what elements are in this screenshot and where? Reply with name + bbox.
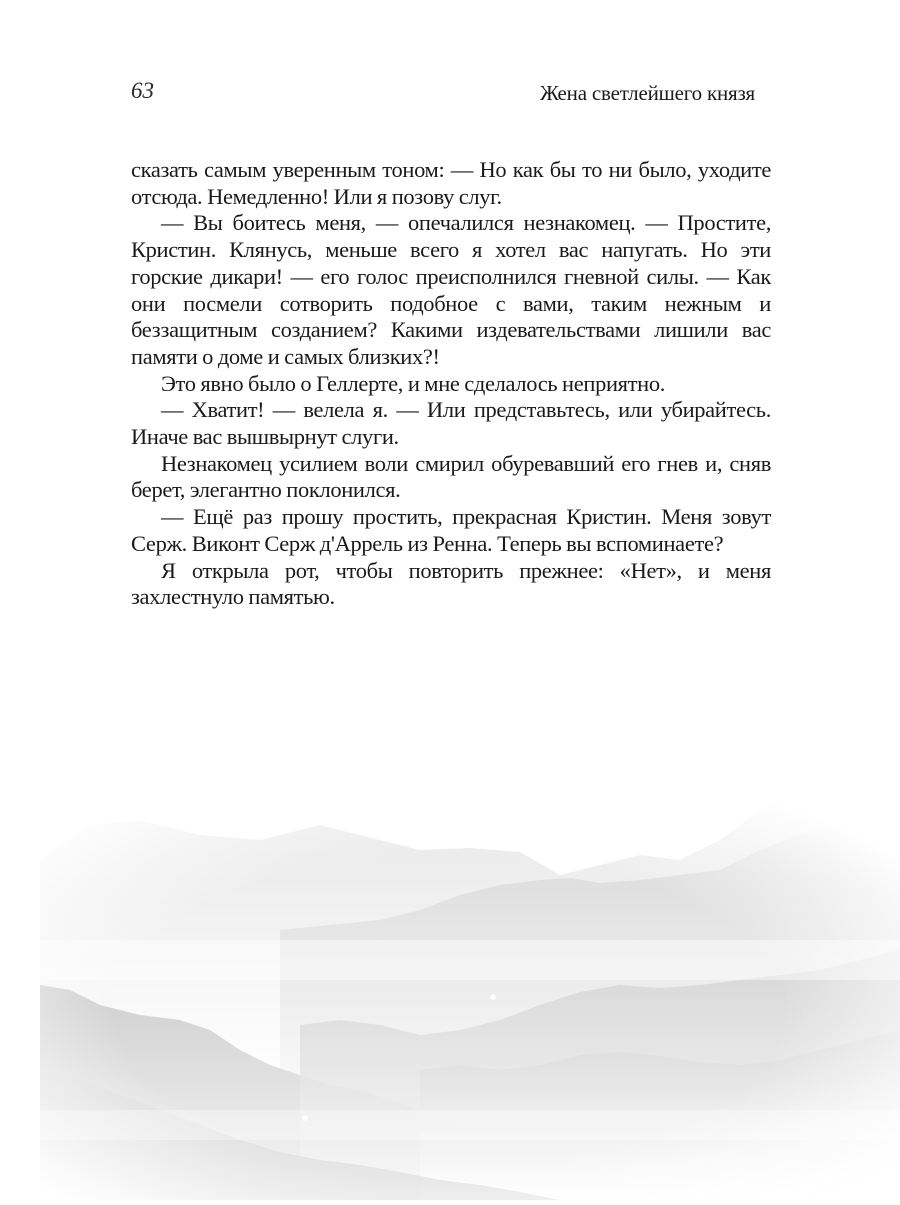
paragraph: — Ещё раз прошу простить, прекрасная Кристин. Меня зовут Серж. Виконт Серж д'Аррель из Ренна. Теперь вы вспоминаете?: [131, 504, 771, 556]
mountains-icon: [0, 780, 900, 1200]
paragraph: сказать самым уверенным тоном: — Но как бы то ни было, уходите отсюда. Немедленно! Или я позову слуг.: [131, 157, 771, 209]
page-header: [131, 78, 755, 108]
mountain-illustration: [0, 780, 900, 1200]
paragraph: Это явно было о Геллерте, и мне сделалось неприятно.: [161, 370, 666, 396]
paragraph: — Вы боитесь меня, — опечалился незнакомец. — Простите, Кристин. Клянусь, меньше всего я хотел вас напугать. Но эти горские дикари! — его голос преисполнился гневной силы. — Как они посмели сотворить подобное с вами, таким нежным и беззащитным созданием? Какими издевательствами лишили вас памяти о доме и самых близких?!: [131, 210, 771, 369]
text-body: [131, 157, 771, 611]
paragraph: Я открыла рот, чтобы повторить прежнее: «Нет», и меня захлестнуло памятью.: [131, 557, 771, 610]
paragraph: — Хватит! — велела я. — Или представьтесь, или убирайтесь. Иначе вас вышвырнут слуги.: [131, 397, 771, 450]
page-number: 63: [131, 78, 154, 103]
running-title: Жена светлейшего князя: [540, 81, 755, 105]
paragraph: Незнакомец усилием воли смирил обуревавший его гнев и, сняв берет, элегантно поклонился.: [131, 450, 771, 503]
